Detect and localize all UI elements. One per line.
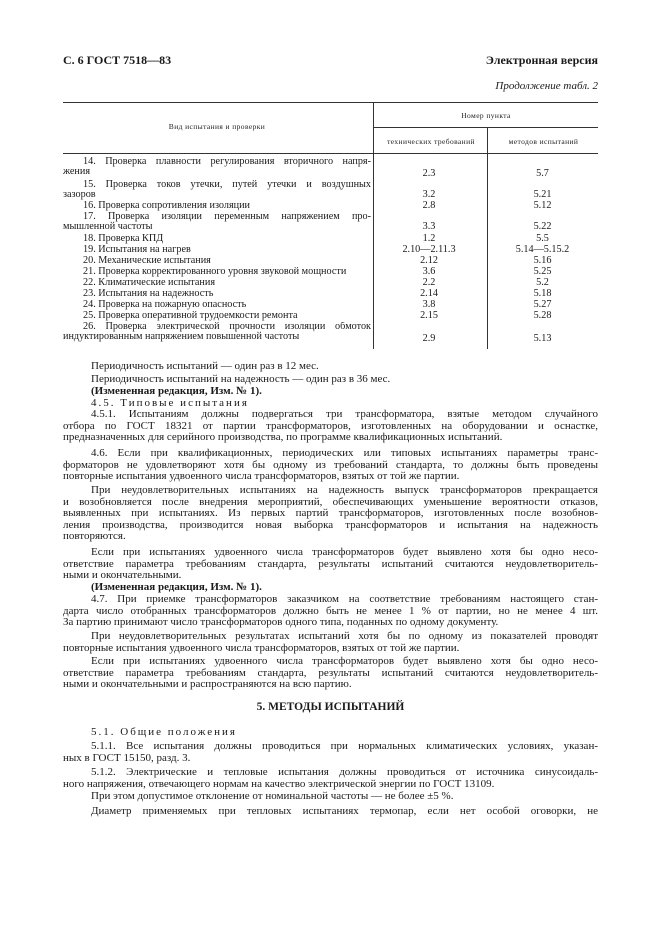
row-method: 5.16 <box>533 255 552 266</box>
row-name-line1: 22. Климатические испытания <box>83 278 215 288</box>
paragraph-frequency-deviation: При этом допустимое отклонение от номинальной частоты — не более ±5 %. <box>91 791 454 802</box>
amendment-note: (Измененная редакция, Изм. № 1). <box>91 582 262 593</box>
table-divider-1 <box>373 102 374 153</box>
row-name-line2: жения <box>63 166 91 177</box>
row-tech: 2.10—2.11.3 <box>402 244 456 255</box>
row-method: 5.12 <box>533 200 552 211</box>
column-header-group: Номер пункта <box>461 111 511 120</box>
row-name-line1: 21. Проверка корректированного уровня звуковой мощности <box>83 267 347 277</box>
row-method: 5.27 <box>533 299 552 310</box>
row-name-line1: 17. Проверка изоляции переменным напряжением про- <box>83 212 371 222</box>
row-name-line1: 18. Проверка КПД <box>83 234 164 244</box>
page-header-version: Электронная версия <box>485 53 598 67</box>
row-name-line2: индуктированным напряжением повышенной частоты <box>63 331 300 342</box>
row-tech: 3.2 <box>422 189 436 200</box>
table-continuation-label: Продолжение табл. 2 <box>495 80 598 92</box>
subsection-heading-type-tests: 4.5. Типовые испытания <box>91 398 249 409</box>
row-method: 5.5 <box>536 233 549 244</box>
row-tech: 1.2 <box>422 233 436 244</box>
row-tech: 2.8 <box>422 200 436 211</box>
row-method: 5.14—5.15.2 <box>515 244 570 255</box>
paragraph-4-6: 4.6. Если при квалификационных, периодических или типовых испытаниях параметры транс- форматоров не удовлетворяют хотя бы одному из требований стандарта, то должны быть проведены повторные испытания удвоенного числа трансформаторов, взятых от той же партии. <box>63 448 598 482</box>
row-tech: 2.9 <box>422 333 436 344</box>
paragraph-periodicity-reliability: Периодичность испытаний на надежность — один раз в 36 мес. <box>91 374 391 385</box>
row-tech: 3.6 <box>422 266 436 277</box>
row-tech: 3.8 <box>422 299 436 310</box>
row-method: 5.25 <box>533 266 552 277</box>
table-top-rule <box>63 102 598 103</box>
row-name-line1: 24. Проверка на пожарную опасность <box>83 300 247 310</box>
paragraph-4-7: 4.7. При приемке трансформаторов заказчиком на соответствие требованиям настоящего стан- дарта число отобранных трансформаторов должно быть не менее 1 % от партии, но не менее 4 шт. За партию принимают число трансформаторов одного типа, поданных по одному документу. <box>63 594 598 628</box>
column-header-method: методов испытаний <box>508 137 579 146</box>
row-method: 5.13 <box>533 333 552 344</box>
section-heading-test-methods: 5. МЕТОДЫ ИСПЫТАНИЙ <box>256 701 405 713</box>
table-group-rule <box>373 127 598 128</box>
row-name-line2: зазоров <box>63 189 96 200</box>
column-header-tech: технических требований <box>387 137 475 146</box>
paragraph-double-tests: Если при испытаниях удвоенного числа трансформаторов будет выявлено хотя бы одно несо- ответствие параметра требованиям стандарта, результаты испытаний считаются неудовлетворитель- ными и окончательными. <box>63 547 598 581</box>
row-name-line1: 19. Испытания на нагрев <box>83 245 191 255</box>
row-method: 5.21 <box>533 189 552 200</box>
column-header-name: Вид испытания и проверки <box>168 122 266 131</box>
row-method: 5.2 <box>536 277 549 288</box>
row-name-line2: мышленной частоты <box>63 221 153 232</box>
row-method: 5.7 <box>536 168 549 179</box>
paragraph-5-1-1: 5.1.1. Все испытания должны проводиться при нормальных климатических условиях, указан- ных в ГОСТ 15150, разд. 3. <box>63 741 598 764</box>
row-method: 5.28 <box>533 310 552 321</box>
row-name-line1: 23. Испытания на надежность <box>83 289 214 299</box>
paragraph-periodicity: Периодичность испытаний — один раз в 12 мес. <box>91 361 319 372</box>
paragraph-whole-batch: Если при испытаниях удвоенного числа трансформаторов будет выявлено хотя бы одно несо- ответствие параметра требованиям стандарта, результаты испытаний считаются неудовлетворитель- ными и окончательными и распространяются на всю партию. <box>63 656 598 690</box>
row-name-line1: 14. Проверка плавности регулирования вторичного напря- <box>83 157 371 167</box>
row-name-line1: 15. Проверка токов утечки, путей утечки и воздушных <box>83 180 371 190</box>
paragraph-5-1-2: 5.1.2. Электрические и тепловые испытания должны проводиться от источника синусоидаль- ного напряжения, отвечающего нормам на качество электрической энергии по ГОСТ 13109. <box>63 767 598 790</box>
row-tech: 2.2 <box>422 277 436 288</box>
row-method: 5.18 <box>533 288 552 299</box>
paragraph-unsatisfactory: При неудовлетворительных результатах испытаний хотя бы по одному из показателей проводят повторные испытания удвоенного числа трансформаторов, взятых от той же партии. <box>63 631 598 654</box>
row-name-line1: 16. Проверка сопротивления изоляции <box>83 201 250 211</box>
row-method: 5.22 <box>533 221 552 232</box>
row-tech: 2.14 <box>420 288 438 299</box>
paragraph-thermocouple: Диаметр применяемых при тепловых испытаниях термопар, если нет особой оговорки, не <box>91 806 598 817</box>
table-header-rule <box>63 153 598 154</box>
row-tech: 2.15 <box>420 310 438 321</box>
row-tech: 3.3 <box>422 221 436 232</box>
row-name-line1: 26. Проверка электрической прочности изоляции обмоток <box>83 322 371 332</box>
paragraph-reliability-failure: При неудовлетворительных испытаниях на надежность выпуск трансформаторов прекращается и возобновляется после внедрения мероприятий, обеспечивающих уменьшение вероятности отказов, выявленных при испытаниях. Из первых партий трансформаторов, изготовленных после возобнов- ления производства, производится новая выборка трансформаторов и испытания на надежность повторяются. <box>63 485 598 542</box>
row-name-line1: 25. Проверка оперативной трудоемкости ремонта <box>83 311 298 321</box>
amendment-note: (Измененная редакция, Изм. № 1). <box>91 386 262 397</box>
subsection-heading-general: 5.1. Общие положения <box>91 727 237 738</box>
row-tech: 2.3 <box>422 168 436 179</box>
row-tech: 2.12 <box>420 255 438 266</box>
row-name-line1: 20. Механические испытания <box>83 256 211 266</box>
page-header-standard: С. 6 ГОСТ 7518—83 <box>63 53 172 67</box>
paragraph-4-5-1: 4.5.1. Испытаниям должны подвергаться три трансформатора, взятые методом случайного отбора по ГОСТ 18321 от партии трансформаторов, изготовленных на оборудовании и оснастке, предназначенных для серийного производства, по программе квалификационных испытаний. <box>63 409 598 443</box>
